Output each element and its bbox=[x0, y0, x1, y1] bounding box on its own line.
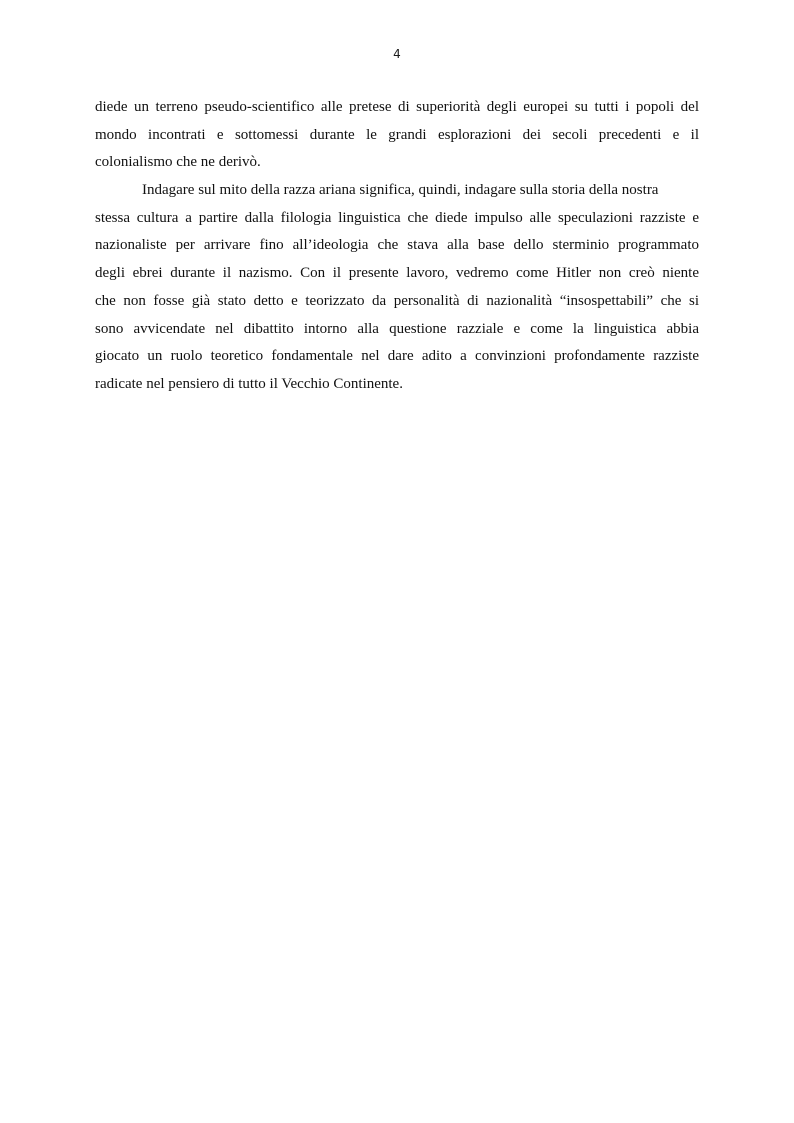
text-line: radicate nel pensiero di tutto il Vecchio Continente. bbox=[95, 375, 403, 392]
text-line: giocato un ruolo teoretico fondamentale nel dare adito a convinzioni profondamente razziste bbox=[95, 348, 699, 365]
body-text bbox=[95, 94, 699, 399]
text-line: stessa cultura a partire dalla filologia linguistica che diede impulso alle speculazioni razziste e bbox=[95, 209, 699, 226]
text-line: mondo incontrati e sottomessi durante le grandi esplorazioni dei secoli precedenti e il bbox=[95, 126, 699, 143]
text-line: nazionaliste per arrivare fino all’ideologia che stava alla base dello sterminio programmato bbox=[95, 237, 699, 254]
paragraph bbox=[95, 94, 699, 177]
page-number: 4 bbox=[393, 47, 401, 61]
text-line: colonialismo che ne derivò. bbox=[95, 154, 261, 171]
text-line: diede un terreno pseudo-scientifico alle pretese di superiorità degli europei su tutti i popoli del bbox=[95, 99, 699, 115]
text-line: Indagare sul mito della razza ariana significa, quindi, indagare sulla storia della nostra bbox=[142, 182, 659, 199]
text-line: che non fosse già stato detto e teorizzato da personalità di nazionalità “insospettabili” che si bbox=[95, 292, 699, 309]
paragraph bbox=[95, 177, 699, 399]
text-line: degli ebrei durante il nazismo. Con il presente lavoro, vedremo come Hitler non creò niente bbox=[95, 265, 699, 282]
text-line: sono avvicendate nel dibattito intorno alla questione razziale e come la linguistica abbia bbox=[95, 320, 699, 337]
